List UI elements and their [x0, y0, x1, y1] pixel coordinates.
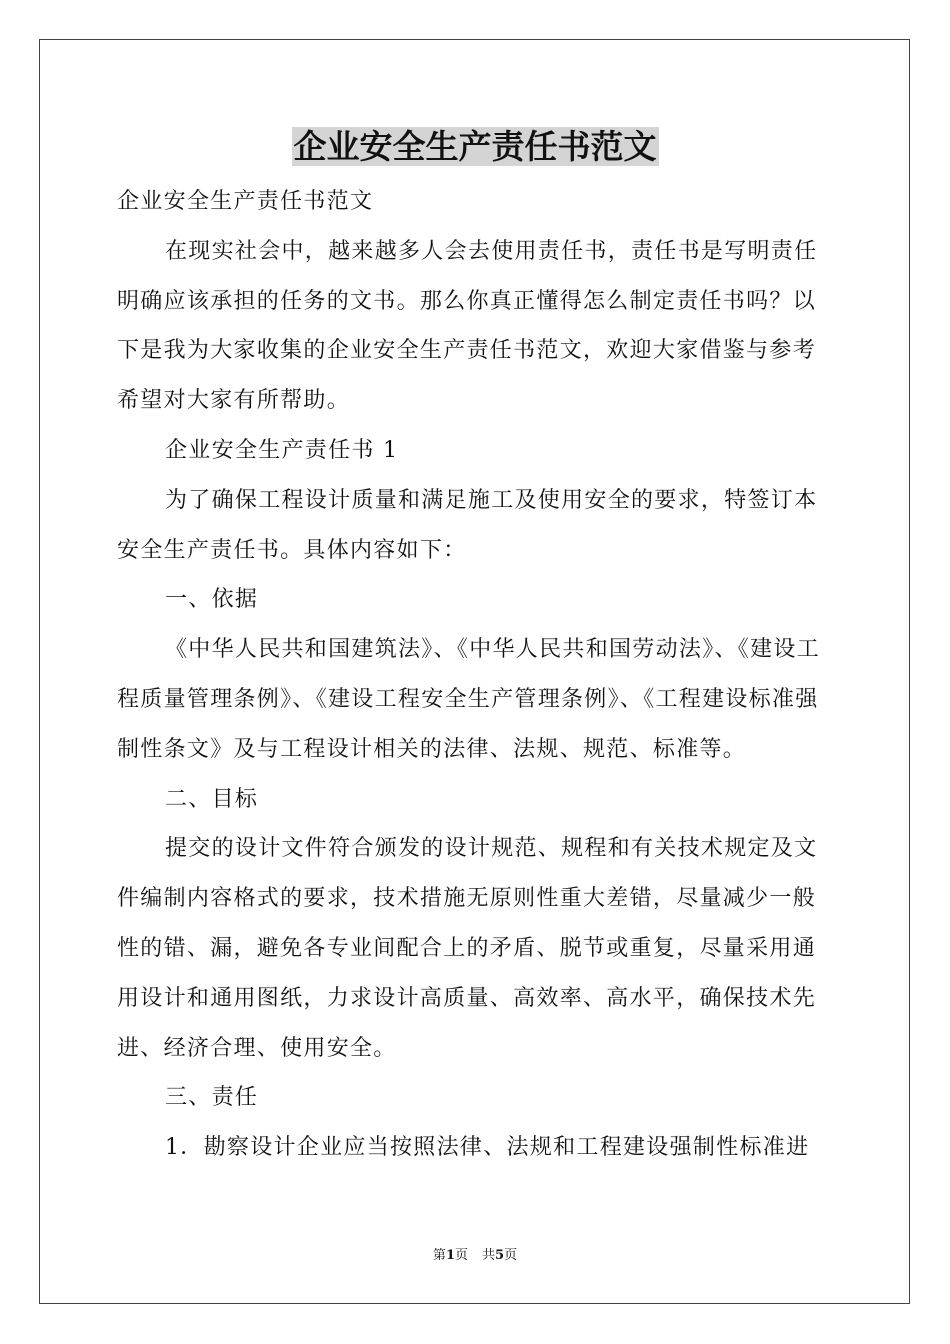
- section-heading-basis: 一、依据: [165, 587, 259, 613]
- purpose-paragraph: 为了确保工程设计质量和满足施工及使用安全的要求，特签订本安全生产责任书。具体内容如下：: [117, 487, 818, 563]
- intro-paragraph: 在现实社会中，越来越多人会去使用责任书，责任书是写明责任明确应该承担的任务的文书。那么你真正懂得怎么制定责任书吗？以下是我为大家收集的企业安全生产责任书范文，欢迎大家借鉴与参考希望对大家有所帮助。: [117, 238, 818, 414]
- page-footer: [0, 1247, 950, 1265]
- footer-page-prefix: 第: [432, 1248, 446, 1263]
- section-heading-letter-1: 企业安全生产责任书 1: [165, 437, 399, 463]
- goals-paragraph: 提交的设计文件符合颁发的设计规范、规程和有关技术规定及文件编制内容格式的要求，技术措施无原则性重大差错，尽量减少一般性的错、漏，避免各专业间配合上的矛盾、脱节或重复，尽量采用通用设计和通用图纸，力求设计高质量、高效率、高水平，确保技术先进、经济合理、使用安全。: [117, 836, 818, 1061]
- responsibility-item-1: 1．勘察设计企业应当按照法律、法规和工程建设强制性标准进: [165, 1135, 810, 1161]
- section-heading-responsibility: 三、责任: [165, 1085, 259, 1111]
- body-subtitle: 企业安全生产责任书范文: [117, 189, 374, 214]
- document-title-text: 企业安全生产责任书范文: [293, 127, 657, 166]
- footer-total-suffix: 页: [504, 1248, 518, 1263]
- footer-page-number: 1: [445, 1248, 455, 1263]
- footer-total-prefix: 共: [482, 1248, 496, 1263]
- footer-total-pages: 5: [495, 1248, 505, 1263]
- document-body: [117, 177, 837, 1173]
- section-heading-goals: 二、目标: [165, 786, 259, 812]
- footer-page-suffix: 页: [454, 1248, 468, 1263]
- document-title: [0, 124, 950, 170]
- basis-paragraph: 《中华人民共和国建筑法》、《中华人民共和国劳动法》、《建设工程质量管理条例》、《建设工程安全生产管理条例》、《工程建设标准强制性条文》及与工程设计相关的法律、法规、规范、标准等。: [117, 637, 821, 762]
